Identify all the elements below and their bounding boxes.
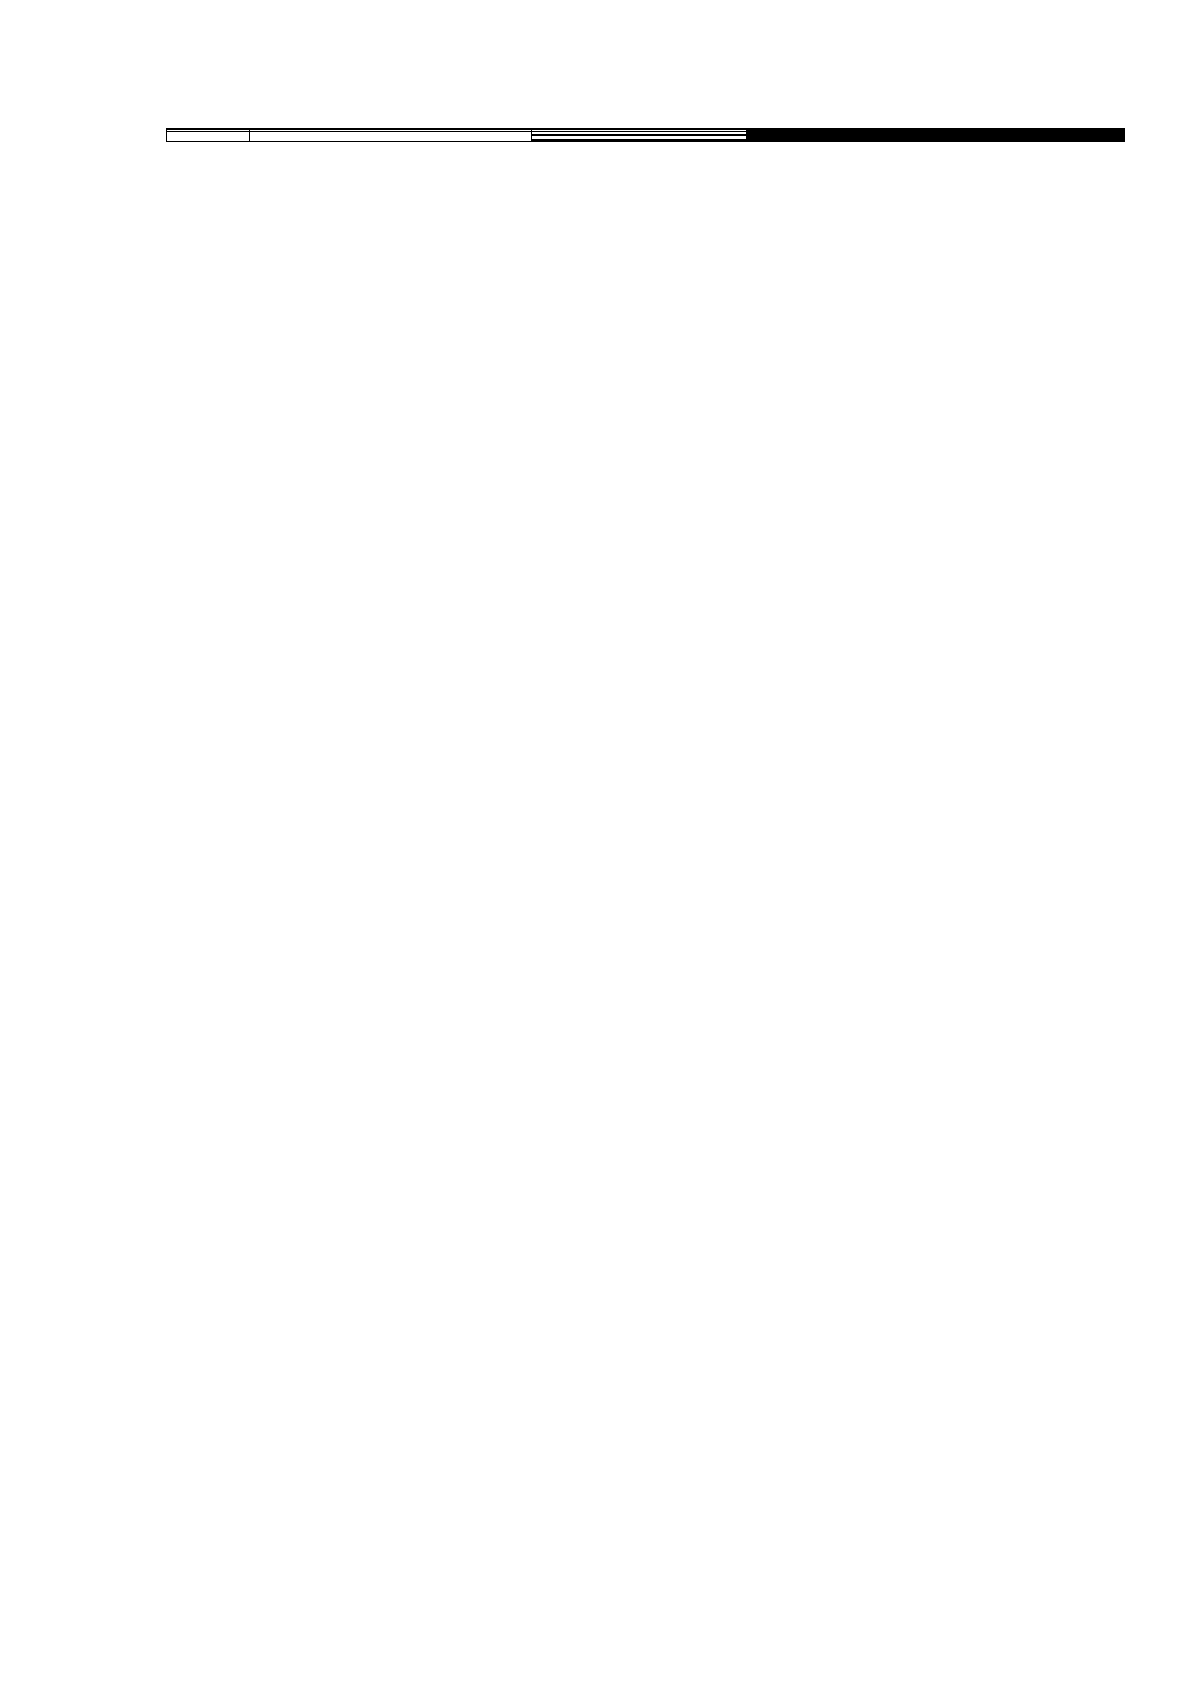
drug-table (166, 128, 1125, 142)
atc-code-cell (167, 132, 250, 142)
drug-name-cell (532, 141, 747, 142)
table-body (167, 129, 1125, 142)
group-name-cell (250, 132, 532, 142)
dosage-form-cell (747, 141, 1125, 142)
